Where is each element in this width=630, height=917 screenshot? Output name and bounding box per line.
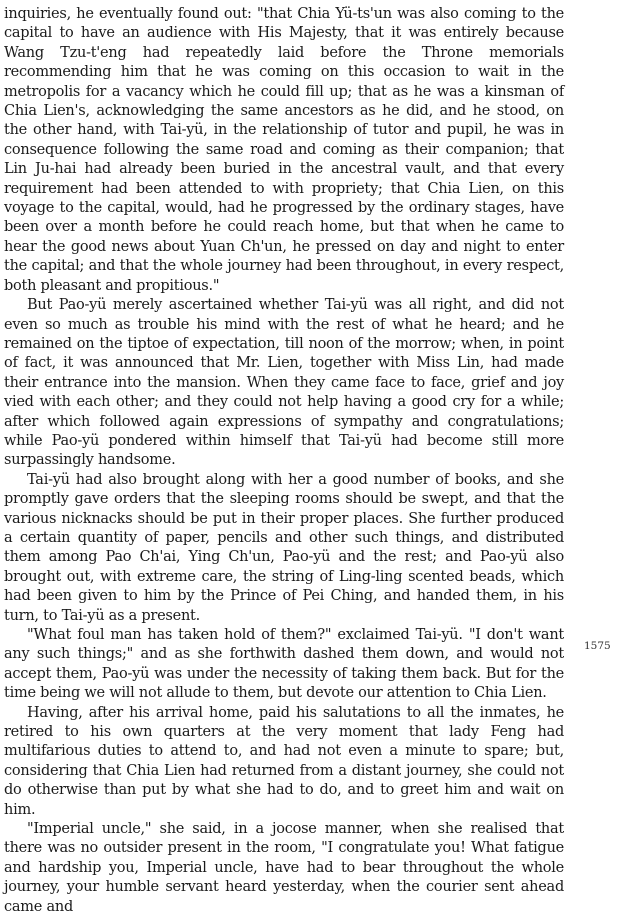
page-body	[4, 5, 564, 917]
paragraph-6: "Imperial uncle," she said, in a jocose manner, when she realised that there was no outsider present in the room, "I congratulate you! What fatigue and hardship you, Imperial uncle, have had to bear throughout the whole journey, your humble servant heard yesterday, when the courier sent ahead came and	[4, 821, 564, 915]
paragraph-2: But Pao-yü merely ascertained whether Tai-yü was all right, and did not even so much as trouble his mind with the rest of what he heard; and he remained on the tiptoe of expectation, till noon of the morrow; when, in point of fact, it was announced that Mr. Lien, together with Miss Lin, had made their entrance into the mansion. When they came face to face, grief and joy vied with each other; and they could not help having a good cry for a while; after which followed again expressions of sympathy and congratulations; while Pao-yü pondered within himself that Tai-yü had become still more surpassingly handsome.	[4, 297, 564, 469]
paragraph-1: inquiries, he eventually found out: "that Chia Yü-ts'un was also coming to the capital to have an audience with His Majesty, that it was entirely because Wang Tzu-t'eng had repeatedly laid before the Throne memorials recommending him that he was coming on this occasion to wait in the metropolis for a vacancy which he could fill up; that as he was a kinsman of Chia Lien's, acknowledging the same ancestors as he did, and he stood, on the other hand, with Tai-yü, in the relationship of tutor and pupil, he was in consequence following the same road and coming as their companion; that Lin Ju-hai had already been buried in the ancestral vault, and that every requirement had been attended to with propriety; that Chia Lien, on this voyage to the capital, would, had he progressed by the ordinary stages, have been over a month before he could reach home, but that when he came to hear the good news about Yuan Ch'un, he pressed on day and night to enter the capital; and that the whole journey had been throughout, in every respect, both pleasant and propitious."	[4, 6, 564, 294]
paragraph-4: "What foul man has taken hold of them?" exclaimed Tai-yü. "I don't want any such things;" and as she forthwith dashed them down, and would not accept them, Pao-yü was under the necessity of taking them back. But for the time being we will not allude to them, but devote our attention to Chia Lien.	[4, 627, 564, 702]
margin-page-number: 1575	[584, 640, 611, 652]
paragraph-5: Having, after his arrival home, paid his salutations to all the inmates, he retired to his own quarters at the very moment that lady Feng had multifarious duties to attend to, and had not even a minute to spare; but, considering that Chia Lien had returned from a distant journey, she could not do otherwise than put by what she had to do, and to greet him and wait on him.	[4, 704, 564, 818]
paragraph-3: Tai-yü had also brought along with her a good number of books, and she promptly gave orders that the sleeping rooms should be swept, and that the various nicknacks should be put in their proper places. She further produced a certain quantity of paper, pencils and other such things, and distributed them among Pao Ch'ai, Ying Ch'un, Pao-yü and the rest; and Pao-yü also brought out, with extreme care, the string of Ling-ling scented beads, which had been given to him by the Prince of Pei Ching, and handed them, in his turn, to Tai-yü as a present.	[4, 471, 564, 624]
